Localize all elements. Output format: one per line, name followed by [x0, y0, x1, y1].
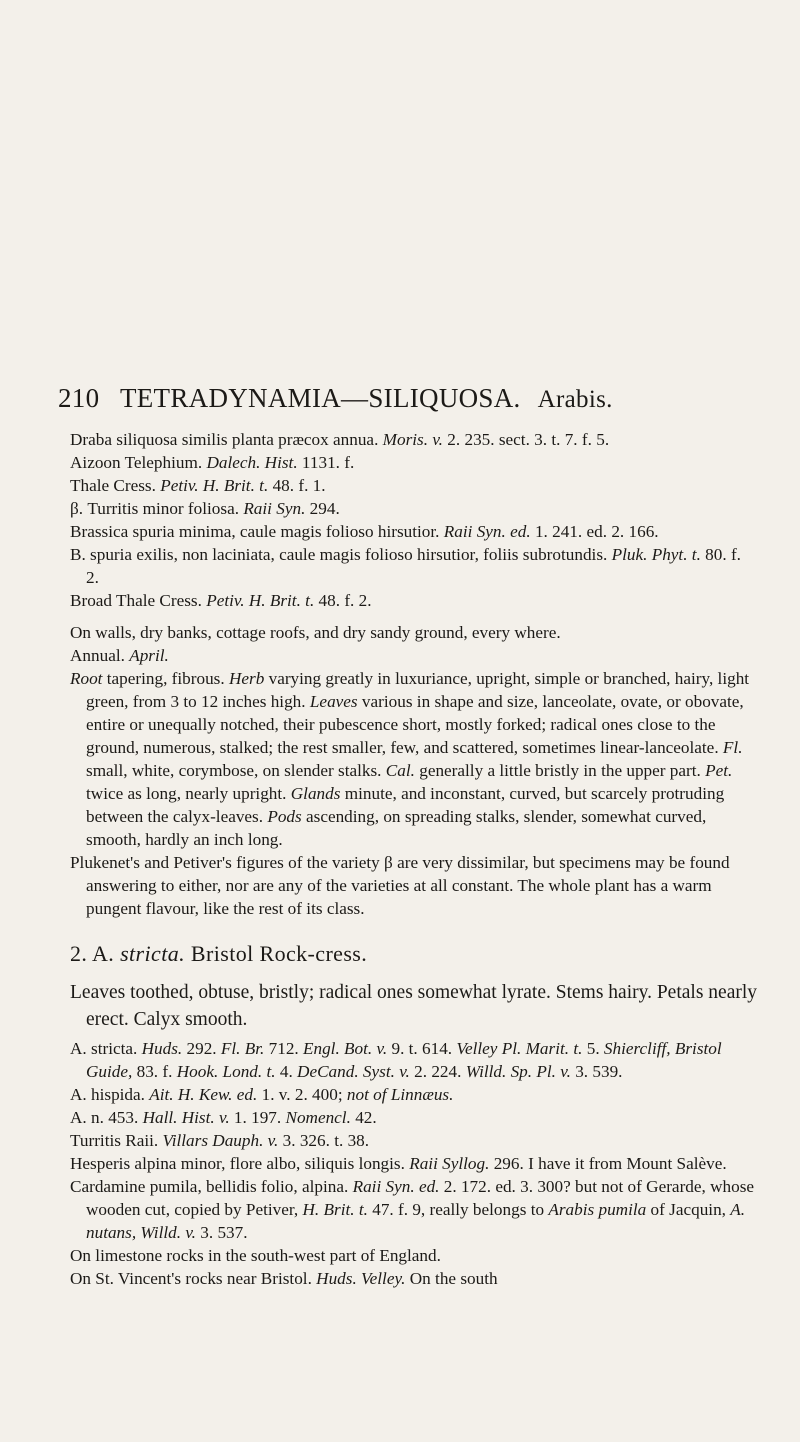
habitat-text: On walls, dry banks, cottage roofs, and dry sandy ground, every where. — [70, 623, 561, 642]
synonym-line: Broad Thale Cress. Petiv. H. Brit. t. 48. f. 2. — [70, 591, 372, 610]
synonym-line: Turritis Raii. Villars Dauph. v. 3. 326. t. 38. — [70, 1131, 370, 1150]
synonym-line: Aizoon Telephium. Dalech. Hist. 1131. f. — [70, 453, 355, 472]
synonym-line: Cardamine pumila, bellidis folio, alpina. Raii Syn. ed. 2. 172. ed. 3. 300? but not of Gerarde, whose wooden cut, copied by Petiver, H. Brit. t. 47. f. 9, really belongs to Arabis pumila of Jacquin, A. nutans, Willd. v. 3. 537. — [70, 1177, 755, 1242]
genus-title: Arabis. — [537, 386, 613, 413]
species-heading: 2. A. stricta. Bristol Rock-cress. — [70, 941, 368, 966]
synonym-line: Brassica spuria minima, caule magis folioso hirsutior. Raii Syn. ed. 1. 241. ed. 2. 166. — [70, 522, 659, 541]
running-title: TETRADYNAMIA—SILIQUOSA. — [119, 383, 521, 413]
synonym-line: A. n. 453. Hall. Hist. v. 1. 197. Nomencl. 42. — [70, 1108, 377, 1127]
synonym-line: Draba siliquosa similis planta præcox annua. Moris. v. 2. 235. sect. 3. t. 7. f. 5. — [70, 430, 610, 449]
duration-text: Annual. April. — [70, 646, 169, 665]
page-body — [70, 428, 758, 1290]
synonym-line: B. spuria exilis, non laciniata, caule magis folioso hirsutior, foliis subrotundis. Pluk. Phyt. t. 80. f. 2. — [70, 545, 741, 587]
habitat-text: On limestone rocks in the south-west part of England. — [70, 1246, 441, 1265]
note-text: Plukenet's and Petiver's figures of the variety β are very dissimilar, but specimens may be found answering to either, nor are any of the varieties at all constant. The whole plant has a warm pungent flavour, like the rest of its class. — [70, 853, 730, 918]
synonym-line: A. stricta. Huds. 292. Fl. Br. 712. Engl. Bot. v. 9. t. 614. Velley Pl. Marit. t. 5. Shiercliff, Bristol Guide, 83. f. Hook. Lond. t. 4. DeCand. Syst. v. 2. 224. Willd. Sp. Pl. v. 3. 539. — [70, 1039, 722, 1081]
species-diagnosis: Leaves toothed, obtuse, bristly; radical ones somewhat lyrate. Stems hairy. Petals nearly erect. Calyx smooth. — [70, 982, 758, 1030]
synonym-line: Thale Cress. Petiv. H. Brit. t. 48. f. 1. — [70, 476, 326, 495]
page-number: 210 — [58, 383, 100, 413]
synonym-line: A. hispida. Ait. H. Kew. ed. 1. v. 2. 400; not of Linnæus. — [70, 1085, 454, 1104]
habitat-text: On St. Vincent's rocks near Bristol. Huds. Velley. On the south — [70, 1269, 498, 1288]
description-text: Root tapering, fibrous. Herb varying greatly in luxuriance, upright, simple or branched, hairy, light green, from 3 to 12 inches high. Leaves various in shape and size, lanceolate, ovate, or obovate, entire or unequally notched, their pubescence short, mostly forked; radical ones close to the ground, numerous, stalked; the rest smaller, few, and scattered, sometimes linear-lanceolate. Fl. small, white, corymbose, on slender stalks. Cal. generally a little bristly in the upper part. Pet. twice as long, nearly upright. Glands minute, and inconstant, curved, but scarcely protruding between the calyx-leaves. Pods ascending, on spreading stalks, slender, somewhat curved, smooth, hardly an inch long. — [70, 669, 750, 849]
running-header — [58, 383, 758, 414]
synonym-line: β. Turritis minor foliosa. Raii Syn. 294. — [70, 499, 340, 518]
synonym-line: Hesperis alpina minor, flore albo, siliquis longis. Raii Syllog. 296. I have it from Mount Salève. — [70, 1154, 727, 1173]
